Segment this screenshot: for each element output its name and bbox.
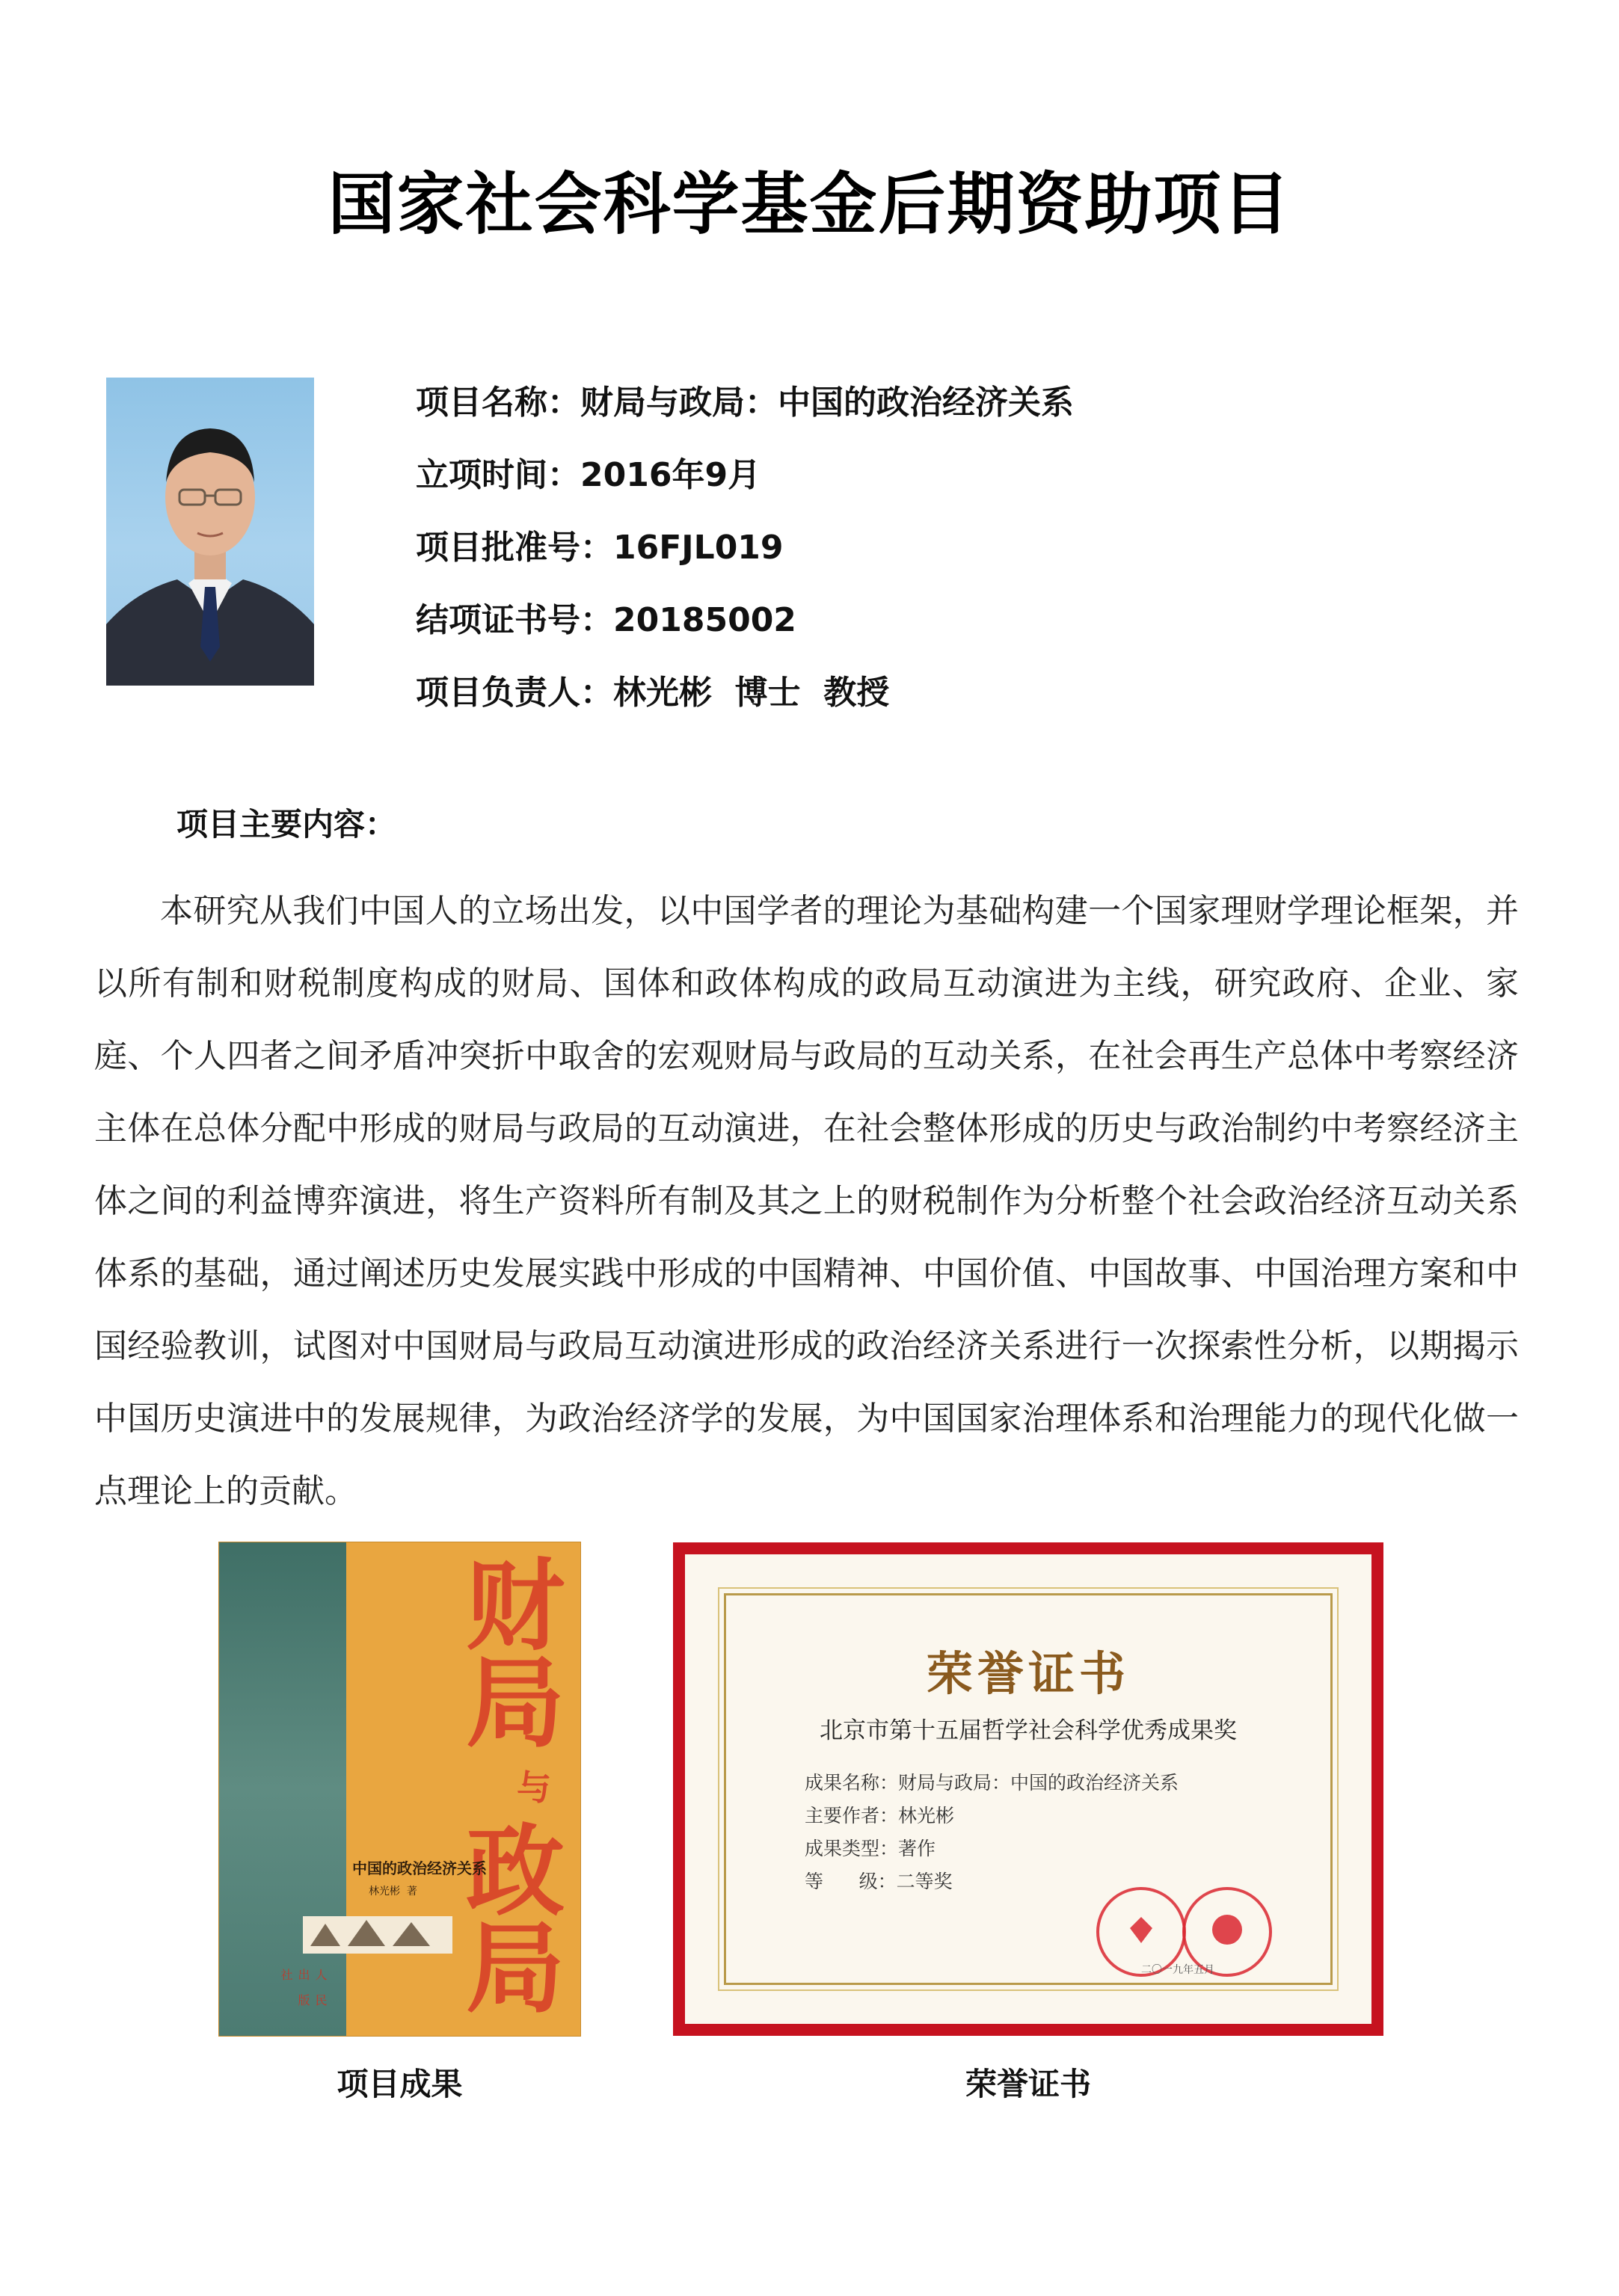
project-date-label: 立项时间：: [416, 456, 580, 494]
certificate-caption: 荣誉证书: [965, 2066, 1091, 2102]
approval-number-value: 16FJL019: [613, 529, 784, 567]
book-cover-artwork: [303, 1901, 452, 1954]
project-lead-row: [416, 656, 1463, 729]
certificate-subtitle: 北京市第十五届哲学社会科学优秀成果奖: [820, 1717, 1237, 1744]
book-title-char-1: 财: [466, 1548, 565, 1664]
book-publisher: 人民出版社: [279, 1969, 328, 2019]
book-title-char-4: 局: [466, 1911, 565, 2027]
portrait-illustration: [106, 378, 314, 686]
certificate-number-row: [416, 584, 1463, 656]
certificate-field-author: 主要作者：林光彬: [805, 1805, 955, 1826]
project-date-row: [416, 439, 1463, 511]
book-title-char-3: 政: [466, 1814, 565, 1930]
certificate-number-label: 结项证书号：: [416, 601, 613, 639]
book-title-char-2: 局: [466, 1646, 565, 1761]
certificate-date: 二〇一九年五月: [1141, 1964, 1214, 1976]
page-title: 国家社会科学基金后期资助项目: [328, 165, 1291, 244]
project-date-value: 2016年9月: [580, 456, 761, 494]
honor-certificate: [673, 1542, 1383, 2036]
project-lead-label: 项目负责人：: [416, 674, 613, 712]
book-cover: [219, 1542, 580, 2036]
book-title-small-char: 与: [517, 1767, 551, 1808]
approval-number-label: 项目批准号：: [416, 529, 613, 567]
project-name-row: [416, 366, 1463, 439]
book-subtitle: 中国的政治经济关系: [352, 1859, 487, 1877]
certificate-field-type: 成果类型：著作: [805, 1838, 936, 1859]
certificate-field-grade: 等 级：二等奖: [805, 1871, 953, 1892]
book-author: 林光彬 著: [369, 1886, 417, 1898]
portrait-photo: [106, 378, 314, 686]
project-info: [416, 366, 1463, 729]
certificate-number-value: 20185002: [613, 601, 796, 639]
project-lead-value: 林光彬 博士 教授: [613, 674, 890, 712]
book-cover-strip: [219, 1542, 346, 2036]
book-caption: 项目成果: [337, 2066, 463, 2102]
content-heading: 项目主要内容：: [176, 806, 397, 843]
certificate-paper: [685, 1554, 1371, 2024]
content-paragraph: 本研究从我们中国人的立场出发，以中国学者的理论为基础构建一个国家理财学理论框架，并以所有制和财税制度构成的财局、国体和政体构成的政局互动演进为主线，研究政府、企业、家庭、个人四者之间矛盾冲突折中取舍的宏观财局与政局的互动关系，在社会再生产总体中考察经济主体在总体分配中形成的财局与政局的互动演进，在社会整体形成的历史与政治制约中考察经济主体之间的利益博弈演进，将生产资料所有制及其之上的财税制作为分析整个社会政治经济互动关系体系的基础，通过阐述历史发展实践中形成的中国精神、中国价值、中国故事、中国治理方案和中国经验教训，试图对中国财局与政局互动演进形成的政治经济关系进行一次探索性分析，以期揭示中国历史演进中的发展规律，为政治经济学的发展，为中国国家治理体系和治理能力的现代化做一点理论上的贡献。: [94, 892, 1519, 1510]
project-name-label: 项目名称：: [416, 384, 580, 422]
certificate-title: 荣誉证书: [926, 1646, 1130, 1701]
project-name-value: 财局与政局：中国的政治经济关系: [580, 384, 1074, 422]
approval-number-row: [416, 511, 1463, 584]
certificate-field-name: 成果名称：财局与政局：中国的政治经济关系: [805, 1772, 1179, 1794]
